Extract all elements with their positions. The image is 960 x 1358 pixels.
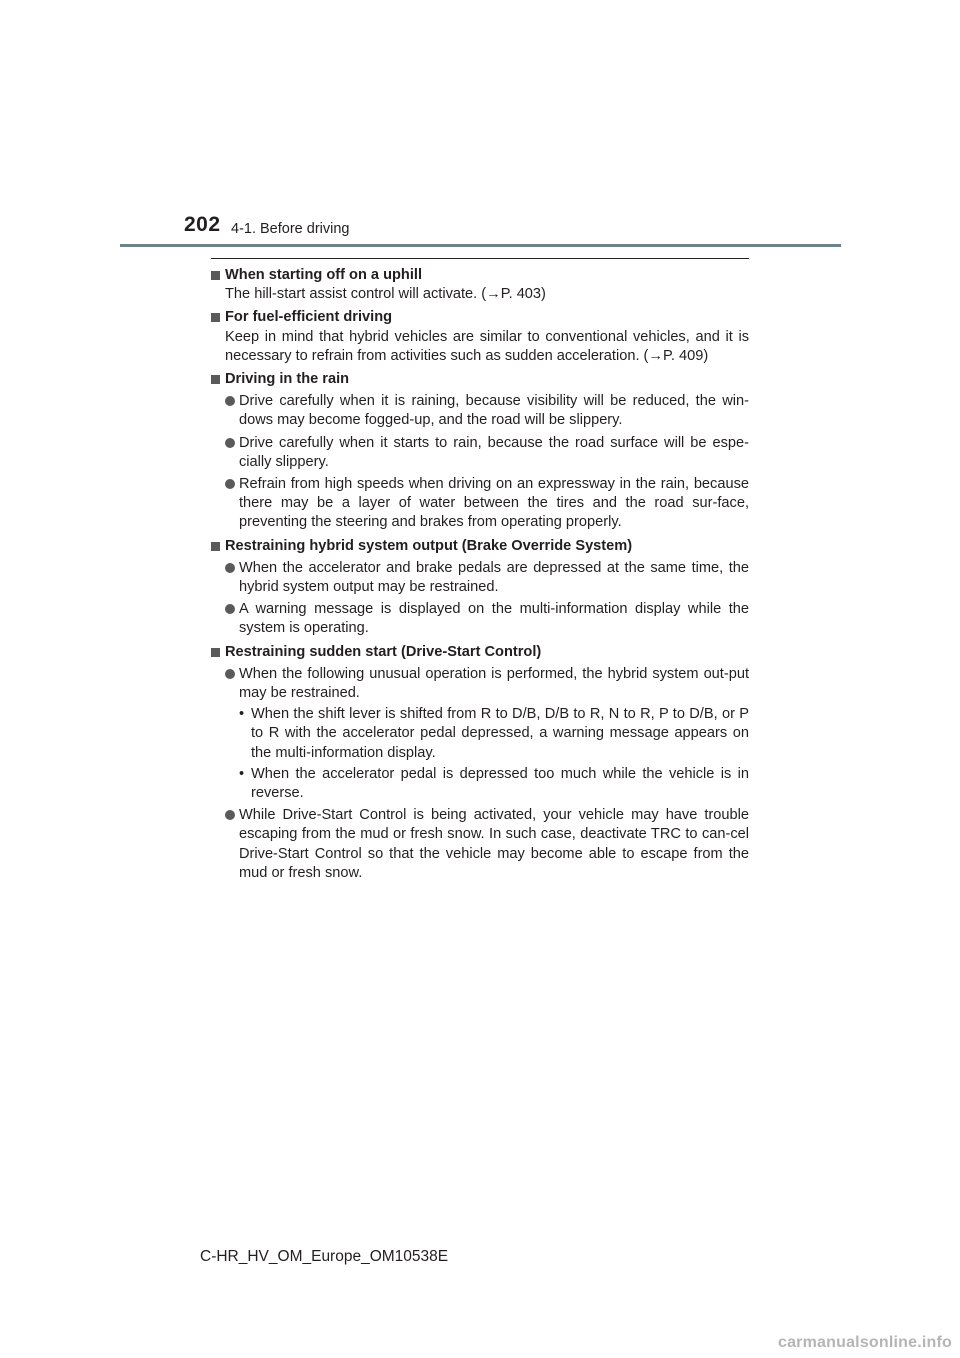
heading-text: When starting off on a uphill <box>225 267 422 283</box>
bullet-item <box>211 559 749 597</box>
square-bullet-icon <box>211 648 220 657</box>
section-heading <box>211 266 749 285</box>
circle-bullet-icon <box>225 396 235 406</box>
bullet-text: When the accelerator and brake pedals are depressed at the same time, the hybrid system output may be restrained. <box>239 559 749 596</box>
sub-bullet-marker: • <box>239 765 245 782</box>
circle-bullet-icon <box>225 810 235 820</box>
bullet-item <box>211 806 749 883</box>
sub-list-item <box>211 765 749 803</box>
circle-bullet-icon <box>225 438 235 448</box>
bullet-item <box>211 392 749 430</box>
square-bullet-icon <box>211 375 220 384</box>
document-code: C-HR_HV_OM_Europe_OM10538E <box>200 1248 449 1265</box>
circle-bullet-icon <box>225 604 235 614</box>
sub-bullet-marker: • <box>239 706 245 723</box>
heading-text: Driving in the rain <box>225 371 350 388</box>
paragraph: Keep in mind that hybrid vehicles are similar to conventional vehicles, and it is necessary to refrain from activities such as sudden acceleration. (→P. 409) <box>225 328 749 364</box>
sub-list-item <box>211 705 749 763</box>
content-body <box>211 258 749 883</box>
circle-bullet-icon <box>225 669 235 679</box>
bullet-text: Refrain from high speeds when driving on an expressway in the rain, because there may be a layer of water between the tires and the road sur-face, preventing the steering and brakes from operating properly. <box>239 476 749 531</box>
bullet-item <box>211 434 749 472</box>
bullet-text: Drive carefully when it starts to rain, because the road surface will be espe-cially slippery. <box>239 434 749 470</box>
heading-text: For fuel-efficient driving <box>225 309 393 326</box>
bullet-text: Drive carefully when it is raining, because visibility will be reduced, the win-dows may become fogged-up, and the road will be slippery. <box>239 393 749 429</box>
paragraph: The hill-start assist control will activate. (→P. 403) <box>225 286 546 303</box>
section-heading <box>211 308 749 327</box>
square-bullet-icon <box>211 313 220 322</box>
page-header <box>0 0 960 250</box>
watermark: carmanualsonline.info <box>777 1334 952 1351</box>
square-bullet-icon <box>211 542 220 551</box>
sub-item-text: When the shift lever is shifted from R to D/B, D/B to R, N to R, P to D/B, or P to R with the accelerator pedal depressed, a warning message appears on the multi-information display. <box>251 706 749 761</box>
bullet-text: When the following unusual operation is performed, the hybrid system out-put may be restrained. <box>239 665 749 702</box>
circle-bullet-icon <box>225 479 235 489</box>
section-divider <box>211 258 749 259</box>
bullet-text: A warning message is displayed on the multi-information display while the system is operating. <box>239 601 749 637</box>
sub-item-text: When the accelerator pedal is depressed too much while the vehicle is in reverse. <box>251 765 749 802</box>
section-heading <box>211 370 749 389</box>
heading-text: Restraining hybrid system output (Brake Override System) <box>225 537 633 554</box>
bullet-item <box>211 600 749 638</box>
header-rule <box>120 244 841 247</box>
section-heading <box>211 643 749 662</box>
square-bullet-icon <box>211 271 220 280</box>
page-number: 202 <box>184 213 221 236</box>
section-title: 4-1. Before driving <box>231 221 350 237</box>
bullet-item <box>211 665 749 703</box>
heading-text: Restraining sudden start (Drive-Start Control) <box>225 643 542 660</box>
circle-bullet-icon <box>225 563 235 573</box>
section-heading <box>211 537 749 556</box>
bullet-item <box>211 475 749 533</box>
bullet-text: While Drive-Start Control is being activated, your vehicle may have trouble escaping from the mud or fresh snow. In such case, deactivate TRC to can-cel Drive-Start Control so that the vehicle may become able to escape from the mud or fresh snow. <box>239 807 749 881</box>
